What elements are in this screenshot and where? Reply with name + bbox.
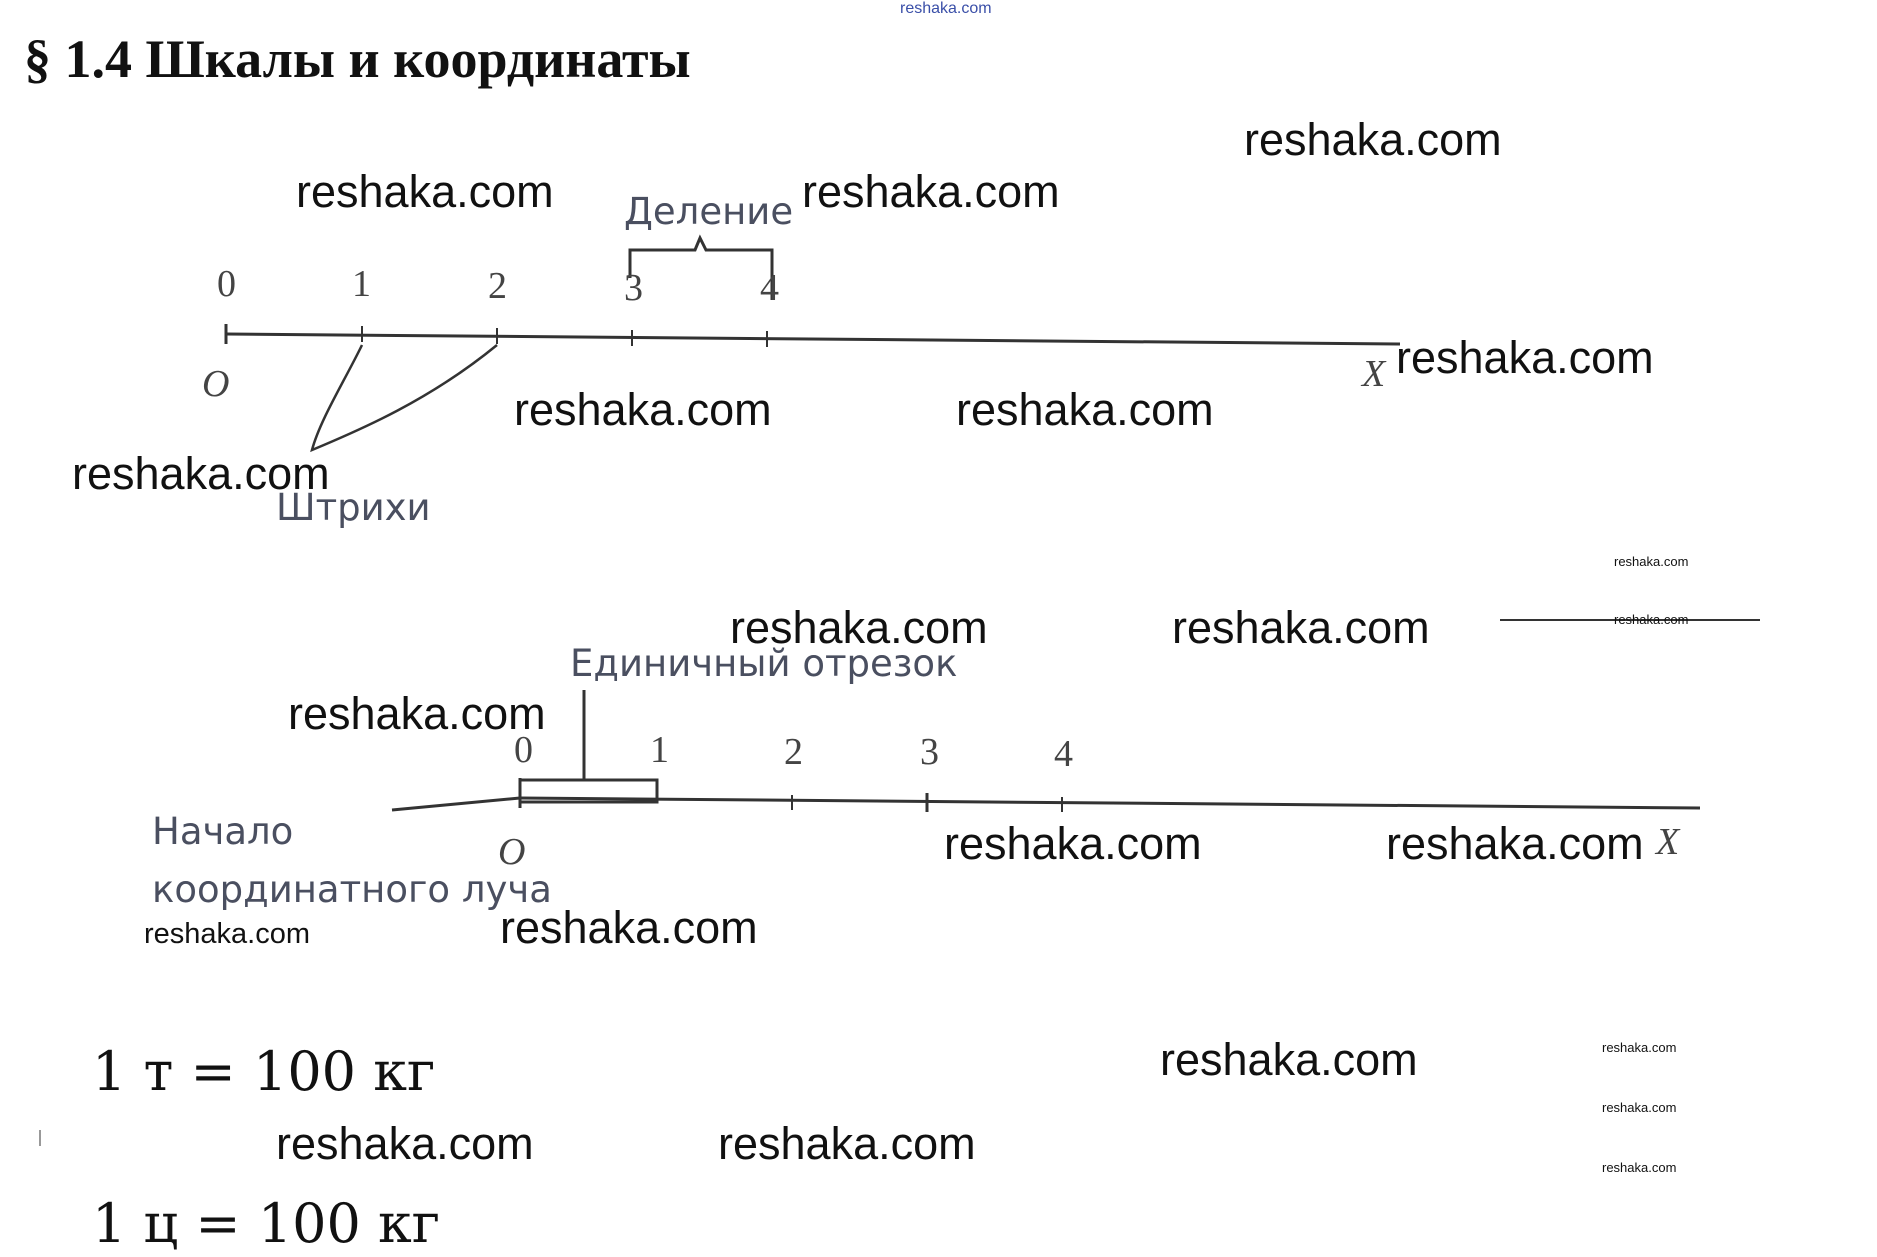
watermark: reshaka.com <box>72 448 330 499</box>
watermark: reshaka.com <box>1396 332 1654 383</box>
site-mark: reshaka.com <box>900 0 992 17</box>
watermark: reshaka.com <box>1160 1034 1418 1085</box>
watermark: reshaka.com <box>144 918 311 950</box>
watermark: reshaka.com <box>288 688 546 739</box>
watermark: reshaka.com <box>944 818 1202 869</box>
fig1-tick-label: 4 <box>760 267 779 309</box>
fig1-tick-label: 0 <box>217 263 236 305</box>
watermark: reshaka.com <box>718 1118 976 1169</box>
watermark: reshaka.com <box>1602 1160 1677 1175</box>
origin-caption-line2: координатного луча <box>152 868 552 911</box>
watermark: reshaka.com <box>1602 1100 1677 1115</box>
strokes-label: Штрихи <box>276 486 431 529</box>
watermark: reshaka.com <box>1172 602 1430 653</box>
fig1-tick-label: 3 <box>624 267 643 309</box>
watermark: reshaka.com <box>956 384 1214 435</box>
origin-caption-line1: Начало <box>152 810 294 853</box>
watermark: reshaka.com <box>500 902 758 953</box>
unit-segment-label: Единичный отрезок <box>570 642 958 685</box>
fig1-tick-label: 2 <box>488 265 507 307</box>
figure1-axis <box>226 324 1400 347</box>
fig2-tick-label: 2 <box>784 731 803 773</box>
watermark: reshaka.com <box>1614 554 1689 569</box>
fig2-axis-label: X <box>1656 821 1680 863</box>
fig1-origin-label: O <box>202 363 230 405</box>
page-title: § 1.4 Шкалы и координаты <box>24 29 691 89</box>
watermark: reshaka.com <box>1614 612 1689 627</box>
formula-tonne: 1 т = 100 кг <box>92 1040 436 1103</box>
watermark: reshaka.com <box>1244 114 1502 165</box>
formula-centner: 1 ц = 100 кг <box>92 1192 441 1255</box>
watermark: reshaka.com <box>1386 818 1644 869</box>
watermark: reshaka.com <box>1602 1040 1677 1055</box>
watermark: reshaka.com <box>514 384 772 435</box>
watermark: reshaka.com <box>802 166 1060 217</box>
strokes-pointer <box>312 345 497 450</box>
fig2-origin-label: O <box>498 831 526 873</box>
fig2-tick-label: 1 <box>650 729 669 771</box>
fig1-axis-label: X <box>1362 353 1386 395</box>
division-label: Деление <box>624 190 794 233</box>
fig2-tick-label: 0 <box>514 729 533 771</box>
fig2-tick-label: 4 <box>1054 733 1073 775</box>
division-brace <box>630 238 772 300</box>
fig1-tick-label: 1 <box>352 263 371 305</box>
watermark: reshaka.com <box>730 602 988 653</box>
watermark: reshaka.com <box>276 1118 534 1169</box>
figure2-axis <box>392 778 1700 812</box>
fig2-tick-label: 3 <box>920 731 939 773</box>
watermark: reshaka.com <box>296 166 554 217</box>
